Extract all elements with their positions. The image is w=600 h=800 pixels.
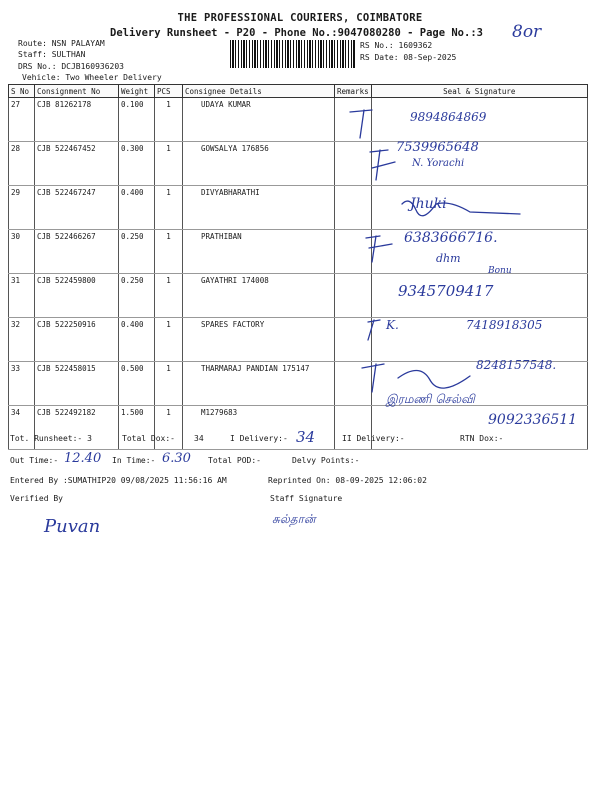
row-consignee: DIVYABHARATHI <box>183 186 335 230</box>
drs-number: DRS No.: DCJB160936203 <box>18 62 124 71</box>
staff-signature-label: Staff Signature <box>270 494 343 503</box>
i-delivery-label: I Delivery:- <box>230 434 288 443</box>
i-delivery-value: 34 <box>296 428 316 446</box>
row-pcs: 1 <box>155 406 183 450</box>
tick-mark-icon <box>362 364 384 392</box>
row-consignee: GOWSALYA 176856 <box>183 142 335 186</box>
col-remarks: Remarks <box>335 85 372 98</box>
signature-row-30-name: dhm <box>436 252 461 265</box>
signature-row-30-phone: 6383666716. <box>404 230 498 246</box>
verified-by-label: Verified By <box>10 494 63 503</box>
out-time-label: Out Time:- <box>10 456 59 465</box>
col-weight: Weight <box>119 85 155 98</box>
col-pcs: PCS <box>155 85 183 98</box>
signature-row-34-name: இரமணி செல்வி <box>386 392 475 406</box>
signature-row-32-name: K. <box>386 318 399 332</box>
in-time-label: In Time:- <box>112 456 156 465</box>
row-sno: 34 <box>9 406 35 450</box>
row-pcs: 1 <box>155 186 183 230</box>
row-weight: 0.250 <box>119 274 155 318</box>
row-weight: 0.300 <box>119 142 155 186</box>
entered-by: Entered By :SUMATHIP20 09/08/2025 11:56:16 AM <box>10 476 227 485</box>
row-pcs: 1 <box>155 230 183 274</box>
row-consignee: SPARES FACTORY <box>183 318 335 362</box>
row-pcs: 1 <box>155 318 183 362</box>
signature-row-27: 9894864869 <box>410 110 487 124</box>
row-weight: 0.250 <box>119 230 155 274</box>
row-pcs: 1 <box>155 274 183 318</box>
row-consignment: CJB 81262178 <box>35 98 119 142</box>
out-time-value: 12.40 <box>64 451 102 466</box>
row-sno: 33 <box>9 362 35 406</box>
total-pod-label: Total POD:- <box>208 456 261 465</box>
col-sno: S No <box>9 85 35 98</box>
vehicle-label: Vehicle: Two Wheeler Delivery <box>22 73 162 82</box>
tick-mark-icon <box>350 110 372 138</box>
row-consignee: GAYATHRI 174008 <box>183 274 335 318</box>
row-weight: 0.100 <box>119 98 155 142</box>
delvy-points-label: Delvy Points:- <box>292 456 360 465</box>
corner-handwritten-mark: 8or <box>512 22 542 42</box>
signature-row-29: Jhuki <box>410 196 447 212</box>
ii-delivery-label: II Delivery:- <box>342 434 405 443</box>
row-sno: 30 <box>9 230 35 274</box>
row-sno: 27 <box>9 98 35 142</box>
rs-number: RS No.: 1609362 <box>360 41 433 50</box>
row-pcs: 1 <box>155 362 183 406</box>
col-consignee: Consignee Details <box>183 85 335 98</box>
total-dox-value: 34 <box>194 434 204 443</box>
row-sno: 32 <box>9 318 35 362</box>
row-sno: 29 <box>9 186 35 230</box>
reprinted-on: Reprinted On: 08-09-2025 12:06:02 <box>268 476 427 485</box>
staff-signature-handwritten: சுல்தான் <box>272 512 316 526</box>
arrow-mark-icon <box>370 150 395 180</box>
row-sno: 28 <box>9 142 35 186</box>
row-pcs: 1 <box>155 142 183 186</box>
row-sno: 31 <box>9 274 35 318</box>
col-consignment: Consignment No <box>35 85 119 98</box>
route-label: Route: NSN PALAYAM <box>18 39 105 48</box>
row-consignee: THARMARAJ PANDIAN 175147 <box>183 362 335 406</box>
row-weight: 0.500 <box>119 362 155 406</box>
signature-scribble <box>398 370 470 388</box>
tick-mark-icon <box>368 320 380 340</box>
row-weight: 1.500 <box>119 406 155 450</box>
row-consignment: CJB 522467452 <box>35 142 119 186</box>
row-consignee: M1279683 <box>183 406 335 450</box>
in-time-value: 6.30 <box>162 451 191 466</box>
row-weight: 0.400 <box>119 318 155 362</box>
total-dox-label: Total Dox:- <box>122 434 175 443</box>
row-consignee: UDAYA KUMAR <box>183 98 335 142</box>
row-consignee: PRATHIBAN <box>183 230 335 274</box>
signature-row-28-name: N. Yorachi <box>412 158 465 169</box>
company-title: THE PROFESSIONAL COURIERS, COIMBATORE <box>177 12 423 24</box>
signature-row-33-phone: 8248157548. <box>476 358 557 372</box>
signature-row-32-phone: 7418918305 <box>466 318 543 332</box>
tot-runsheet: Tot. Runsheet:- 3 <box>10 434 92 443</box>
signature-row-31-phone: 9345709417 <box>398 282 494 300</box>
col-seal-signature: Seal & Signature <box>371 85 587 98</box>
signature-row-31-name: Bonu <box>488 266 512 276</box>
row-consignment: CJB 522459800 <box>35 274 119 318</box>
runsheet-title: Delivery Runsheet - P20 - Phone No.:9047080280 - Page No.:3 <box>110 27 483 39</box>
arrow-mark-icon <box>366 236 392 262</box>
row-consignment: CJB 522492182 <box>35 406 119 450</box>
row-consignment: CJB 522458015 <box>35 362 119 406</box>
rtn-dox-label: RTN Dox:- <box>460 434 504 443</box>
rs-date: RS Date: 08-Sep-2025 <box>360 53 457 62</box>
row-consignment: CJB 522466267 <box>35 230 119 274</box>
row-consignment: CJB 522467247 <box>35 186 119 230</box>
row-weight: 0.400 <box>119 186 155 230</box>
verified-by-signature: Puvan <box>44 516 101 537</box>
signature-row-34-phone: 9092336511 <box>488 412 578 428</box>
row-pcs: 1 <box>155 98 183 142</box>
row-consignment: CJB 522250916 <box>35 318 119 362</box>
signature-row-28-phone: 7539965648 <box>396 140 479 155</box>
staff-label: Staff: SULTHAN <box>18 50 86 59</box>
